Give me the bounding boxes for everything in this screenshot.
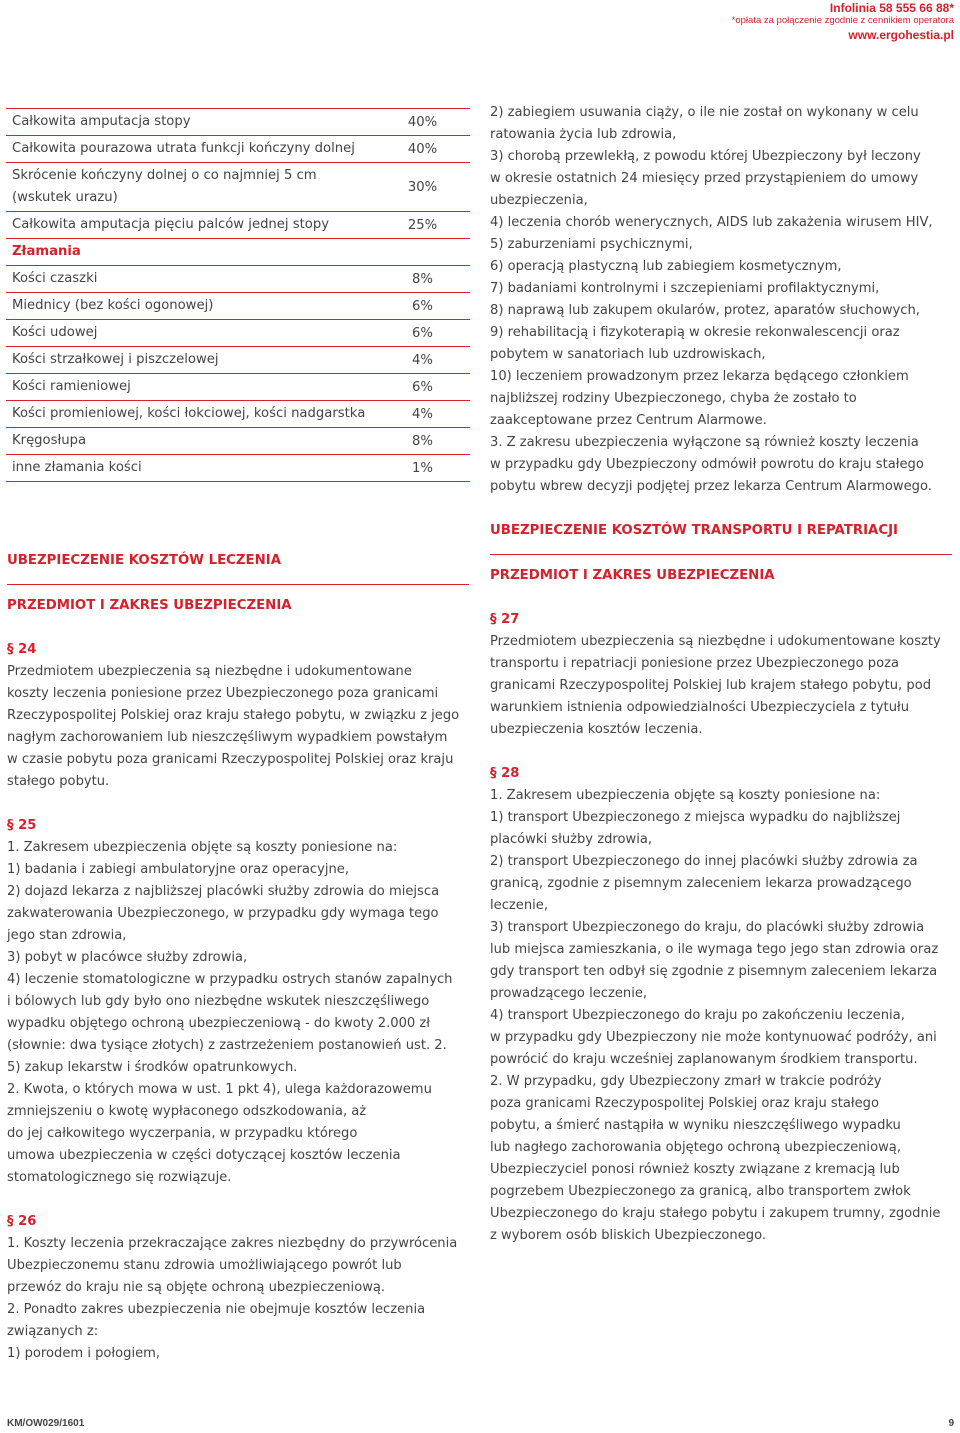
text-line: 1. Koszty leczenia przekraczające zakres niezbędny do przywrócenia (7, 1236, 458, 1251)
text-line: 2) transport Ubezpieczonego do innej placówki służby zdrowia za (490, 854, 918, 869)
text-line: granicami Rzeczypospolitej Polskiej lub krajem stałego pobytu, pod (490, 678, 932, 693)
text-line: w czasie pobytu poza granicami Rzeczypospolitej Polskiej oraz kraju (7, 752, 454, 767)
row-label: Skrócenie kończyny dolnej o co najmniej 5 cm (wskutek urazu) (12, 168, 317, 205)
text-line: leczenie, (490, 898, 548, 913)
text-line: 3) chorobą przewlekłą, z powodu której Ubezpieczony był leczony (490, 149, 921, 164)
text-line: do jej całkowitego wyczerpania, w przypadku którego (7, 1126, 358, 1141)
row-label: Kości ramieniowej (12, 379, 131, 394)
text-line: prowadzącego leczenie, (490, 986, 648, 1001)
text-line: lub nagłego zachorowania objętego ochroną ubezpieczeniową, (490, 1140, 901, 1155)
text-line: stałego pobytu. (7, 774, 110, 789)
paragraph-26-continued (490, 102, 956, 498)
table-row (6, 374, 470, 401)
table-row (6, 109, 470, 136)
row-percentage: 4% (412, 352, 433, 368)
row-percentage: 6% (412, 325, 433, 341)
text-line: gdy transport ten odbył się zgodnie z pisemnym zaleceniem lekarza (490, 964, 938, 979)
row-label: Kości strzałkowej i piszczelowej (12, 352, 219, 367)
text-line: stomatologicznego się rozwiązuje. (7, 1170, 232, 1185)
text-line: przewóz do kraju nie są objęte ochroną ubezpieczeniową. (7, 1280, 386, 1295)
row-percentage: 25% (407, 217, 438, 233)
table-row (6, 163, 470, 212)
paragraph-26-number: § 26 (7, 1214, 37, 1229)
paragraph-27 (490, 631, 956, 741)
row-label: Całkowita amputacja pięciu palców jednej stopy (12, 217, 330, 232)
text-line: związanych z: (7, 1324, 99, 1339)
text-line: 5) zaburzeniami psychicznymi, (490, 237, 693, 252)
text-line: zmniejszeniu o kwotę wypłaconego odszkodowania, aż (7, 1104, 367, 1119)
text-line: Przedmiotem ubezpieczenia są niezbędne i udokumentowane (7, 664, 412, 679)
text-line: wypadku objętego ochroną ubezpieczeniową - do kwoty 2.000 zł (7, 1016, 431, 1031)
paragraph-28 (490, 785, 956, 1247)
row-percentage: 8% (412, 433, 433, 449)
text-line: pobytu, a śmierć nastąpiła w wyniku nieszczęśliwego wypadku (490, 1118, 901, 1133)
hotline-note: *opłata za połączenie zgodnie z cennikiem operatora (731, 15, 954, 26)
text-line: pogrzebem Ubezpieczonego za granicą, albo transportem zwłok (490, 1184, 911, 1199)
text-line: 4) leczenie stomatologiczne w przypadku ostrych stanów zapalnych (7, 972, 453, 987)
text-line: z wyborem osób bliskich Ubezpieczonego. (490, 1228, 767, 1243)
row-label: Kości udowej (12, 325, 98, 340)
row-label: Kręgosłupa (12, 433, 87, 448)
table-row (6, 212, 470, 239)
paragraph-26 (7, 1233, 473, 1365)
section-divider (7, 584, 469, 585)
text-line: i bólowych lub gdy było ono niezbędne wskutek nieszczęśliwego (7, 994, 430, 1009)
text-line: 1) badania i zabiegi ambulatoryjne oraz operacyjne, (7, 862, 350, 877)
row-label: Miednicy (bez kości ogonowej) (12, 298, 214, 313)
right-column (490, 102, 956, 1247)
text-line: 2. Ponadto zakres ubezpieczenia nie obejmuje kosztów leczenia (7, 1302, 426, 1317)
text-line: ubezpieczenia kosztów leczenia. (490, 722, 703, 737)
text-line: jego stan zdrowia, (7, 928, 127, 943)
text-line: 8) naprawą lub zakupem okularów, protez, aparatów słuchowych, (490, 303, 920, 318)
text-line: 6) operacją plastyczną lub zabiegiem kosmetycznym, (490, 259, 842, 274)
table-row (6, 347, 470, 374)
text-line: warunkiem istnienia odpowiedzialności Ubezpieczyciela z tytułu (490, 700, 910, 715)
website-link[interactable]: www.ergohestia.pl (848, 28, 954, 42)
paragraph-28-number: § 28 (490, 766, 520, 781)
text-line: Rzeczypospolitej Polskiej oraz kraju stałego pobytu, w związku z jego (7, 708, 460, 723)
row-label: Kości promieniowej, kości łokciowej, kości nadgarstka (12, 406, 366, 421)
text-line: ubezpieczenia, (490, 193, 588, 208)
left-column (7, 550, 473, 1365)
table-row (6, 455, 470, 482)
text-line: transportu i repatriacji poniesione przez Ubezpieczonego poza (490, 656, 899, 671)
text-line: 1. Zakresem ubezpieczenia objęte są koszty poniesione na: (490, 788, 881, 803)
page-header (732, 2, 954, 43)
text-line: 2. W przypadku, gdy Ubezpieczony zmarł w trakcie podróży (490, 1074, 882, 1089)
paragraph-24-number: § 24 (7, 642, 37, 657)
text-line: w okresie ostatnich 24 miesięcy przed przystąpieniem do umowy (490, 171, 919, 186)
text-line: (słownie: dwa tysiące złotych) z zastrzeżeniem postanowień ust. 2. (7, 1038, 447, 1053)
table-row (6, 428, 470, 455)
row-label: Całkowita amputacja stopy (12, 114, 191, 129)
row-label: Złamania (12, 244, 81, 259)
text-line: poza granicami Rzeczypospolitej Polskiej oraz kraju stałego (490, 1096, 879, 1111)
row-label: Kości czaszki (12, 271, 98, 286)
text-line: 7) badaniami kontrolnymi i szczepieniami profilaktycznymi, (490, 281, 880, 296)
text-line: Ubezpieczyciel ponosi również koszty związane z kremacją lub (490, 1162, 900, 1177)
paragraph-25-number: § 25 (7, 818, 37, 833)
text-line: 1. Zakresem ubezpieczenia objęte są koszty poniesione na: (7, 840, 398, 855)
page-number: 9 (948, 1418, 954, 1429)
table-row (6, 266, 470, 293)
text-line: pobytem w sanatoriach lub uzdrowiskach, (490, 347, 766, 362)
paragraph-27-number: § 27 (490, 612, 520, 627)
text-line: 5) zakup lekarstw i środków opatrunkowych. (7, 1060, 298, 1075)
row-percentage: 30% (407, 179, 438, 195)
row-percentage: 40% (407, 114, 438, 130)
table-row (6, 320, 470, 347)
benefit-table (6, 108, 470, 482)
table-row (6, 136, 470, 163)
text-line: Ubezpieczonemu stanu zdrowia umożliwiającego powrót lub (7, 1258, 402, 1273)
text-line: koszty leczenia poniesione przez Ubezpieczonego poza granicami (7, 686, 439, 701)
hotline: Infolinia 58 555 66 88* (829, 1, 954, 15)
section-title: UBEZPIECZENIE KOSZTÓW LECZENIA (7, 553, 282, 568)
row-percentage: 1% (412, 460, 433, 476)
row-percentage: 4% (412, 406, 433, 422)
table-row (6, 401, 470, 428)
subsection-title-transport: PRZEDMIOT I ZAKRES UBEZPIECZENIA (490, 568, 775, 583)
section-divider (490, 554, 952, 555)
text-line: 2. Kwota, o których mowa w ust. 1 pkt 4), ulega każdorazowemu (7, 1082, 432, 1097)
row-percentage: 40% (407, 141, 438, 157)
text-line: 4) leczenia chorób wenerycznych, AIDS lub zakażenia wirusem HIV, (490, 215, 933, 230)
text-line: 9) rehabilitacją i fizykoterapią w okresie rekonwalescencji oraz (490, 325, 900, 340)
text-line: nagłym zachorowaniem lub nieszczęśliwym wypadkiem powstałym (7, 730, 448, 745)
text-line: 3. Z zakresu ubezpieczenia wyłączone są również koszty leczenia (490, 435, 919, 450)
row-percentage: 6% (412, 298, 433, 314)
text-line: w przypadku gdy Ubezpieczony nie może kontynuować podróży, ani (490, 1030, 937, 1045)
text-line: 10) leczeniem prowadzonym przez lekarza będącego członkiem (490, 369, 909, 384)
text-line: 2) zabiegiem usuwania ciąży, o ile nie został on wykonany w celu (490, 105, 919, 120)
row-percentage: 6% (412, 379, 433, 395)
table-row (6, 239, 470, 266)
text-line: Przedmiotem ubezpieczenia są niezbędne i udokumentowane koszty (490, 634, 941, 649)
paragraph-25 (7, 837, 473, 1189)
subsection-title: PRZEDMIOT I ZAKRES UBEZPIECZENIA (7, 598, 292, 613)
row-percentage: 8% (412, 271, 433, 287)
text-line: 1) transport Ubezpieczonego z miejsca wypadku do najbliższej (490, 810, 901, 825)
text-line: 4) transport Ubezpieczonego do kraju po zakończeniu leczenia, (490, 1008, 905, 1023)
text-line: zakwaterowania Ubezpieczonego, w przypadku gdy wymaga tego (7, 906, 439, 921)
row-label: Całkowita pourazowa utrata funkcji kończyny dolnej (12, 141, 355, 156)
text-line: 3) transport Ubezpieczonego do kraju, do placówki służby zdrowia (490, 920, 925, 935)
paragraph-24 (7, 661, 473, 793)
row-label: inne złamania kości (12, 460, 142, 475)
text-line: najbliższej rodziny Ubezpieczonego, chyba że zostało to (490, 391, 857, 406)
text-line: umowa ubezpieczenia w części dotyczącej kosztów leczenia (7, 1148, 401, 1163)
text-line: w przypadku gdy Ubezpieczony odmówił powrotu do kraju stałego (490, 457, 924, 472)
text-line: placówki służby zdrowia, (490, 832, 653, 847)
text-line: lub miejsca zamieszkania, o ile wymaga tego jego stan zdrowia oraz (490, 942, 939, 957)
text-line: 3) pobyt w placówce służby zdrowia, (7, 950, 248, 965)
text-line: 2) dojazd lekarza z najbliższej placówki służby zdrowia do miejsca (7, 884, 440, 899)
text-line: pobytu wbrew decyzji podjętej przez lekarza Centrum Alarmowego. (490, 479, 932, 494)
text-line: granicą, zgodnie z pisemnym zaleceniem lekarza prowadzącego (490, 876, 912, 891)
document-code: KM/OW029/1601 (7, 1418, 85, 1429)
text-line: ratowania życia lub zdrowia, (490, 127, 677, 142)
table-row (6, 293, 470, 320)
text-line: zaakceptowane przez Centrum Alarmowe. (490, 413, 767, 428)
section-title-transport: UBEZPIECZENIE KOSZTÓW TRANSPORTU I REPATRIACJI (490, 523, 898, 538)
text-line: Ubezpieczonego do kraju stałego pobytu i zakupem trumny, zgodnie (490, 1206, 941, 1221)
text-line: 1) porodem i połogiem, (7, 1346, 161, 1361)
text-line: powrócić do kraju wcześniej zaplanowanym środkiem transportu. (490, 1052, 918, 1067)
